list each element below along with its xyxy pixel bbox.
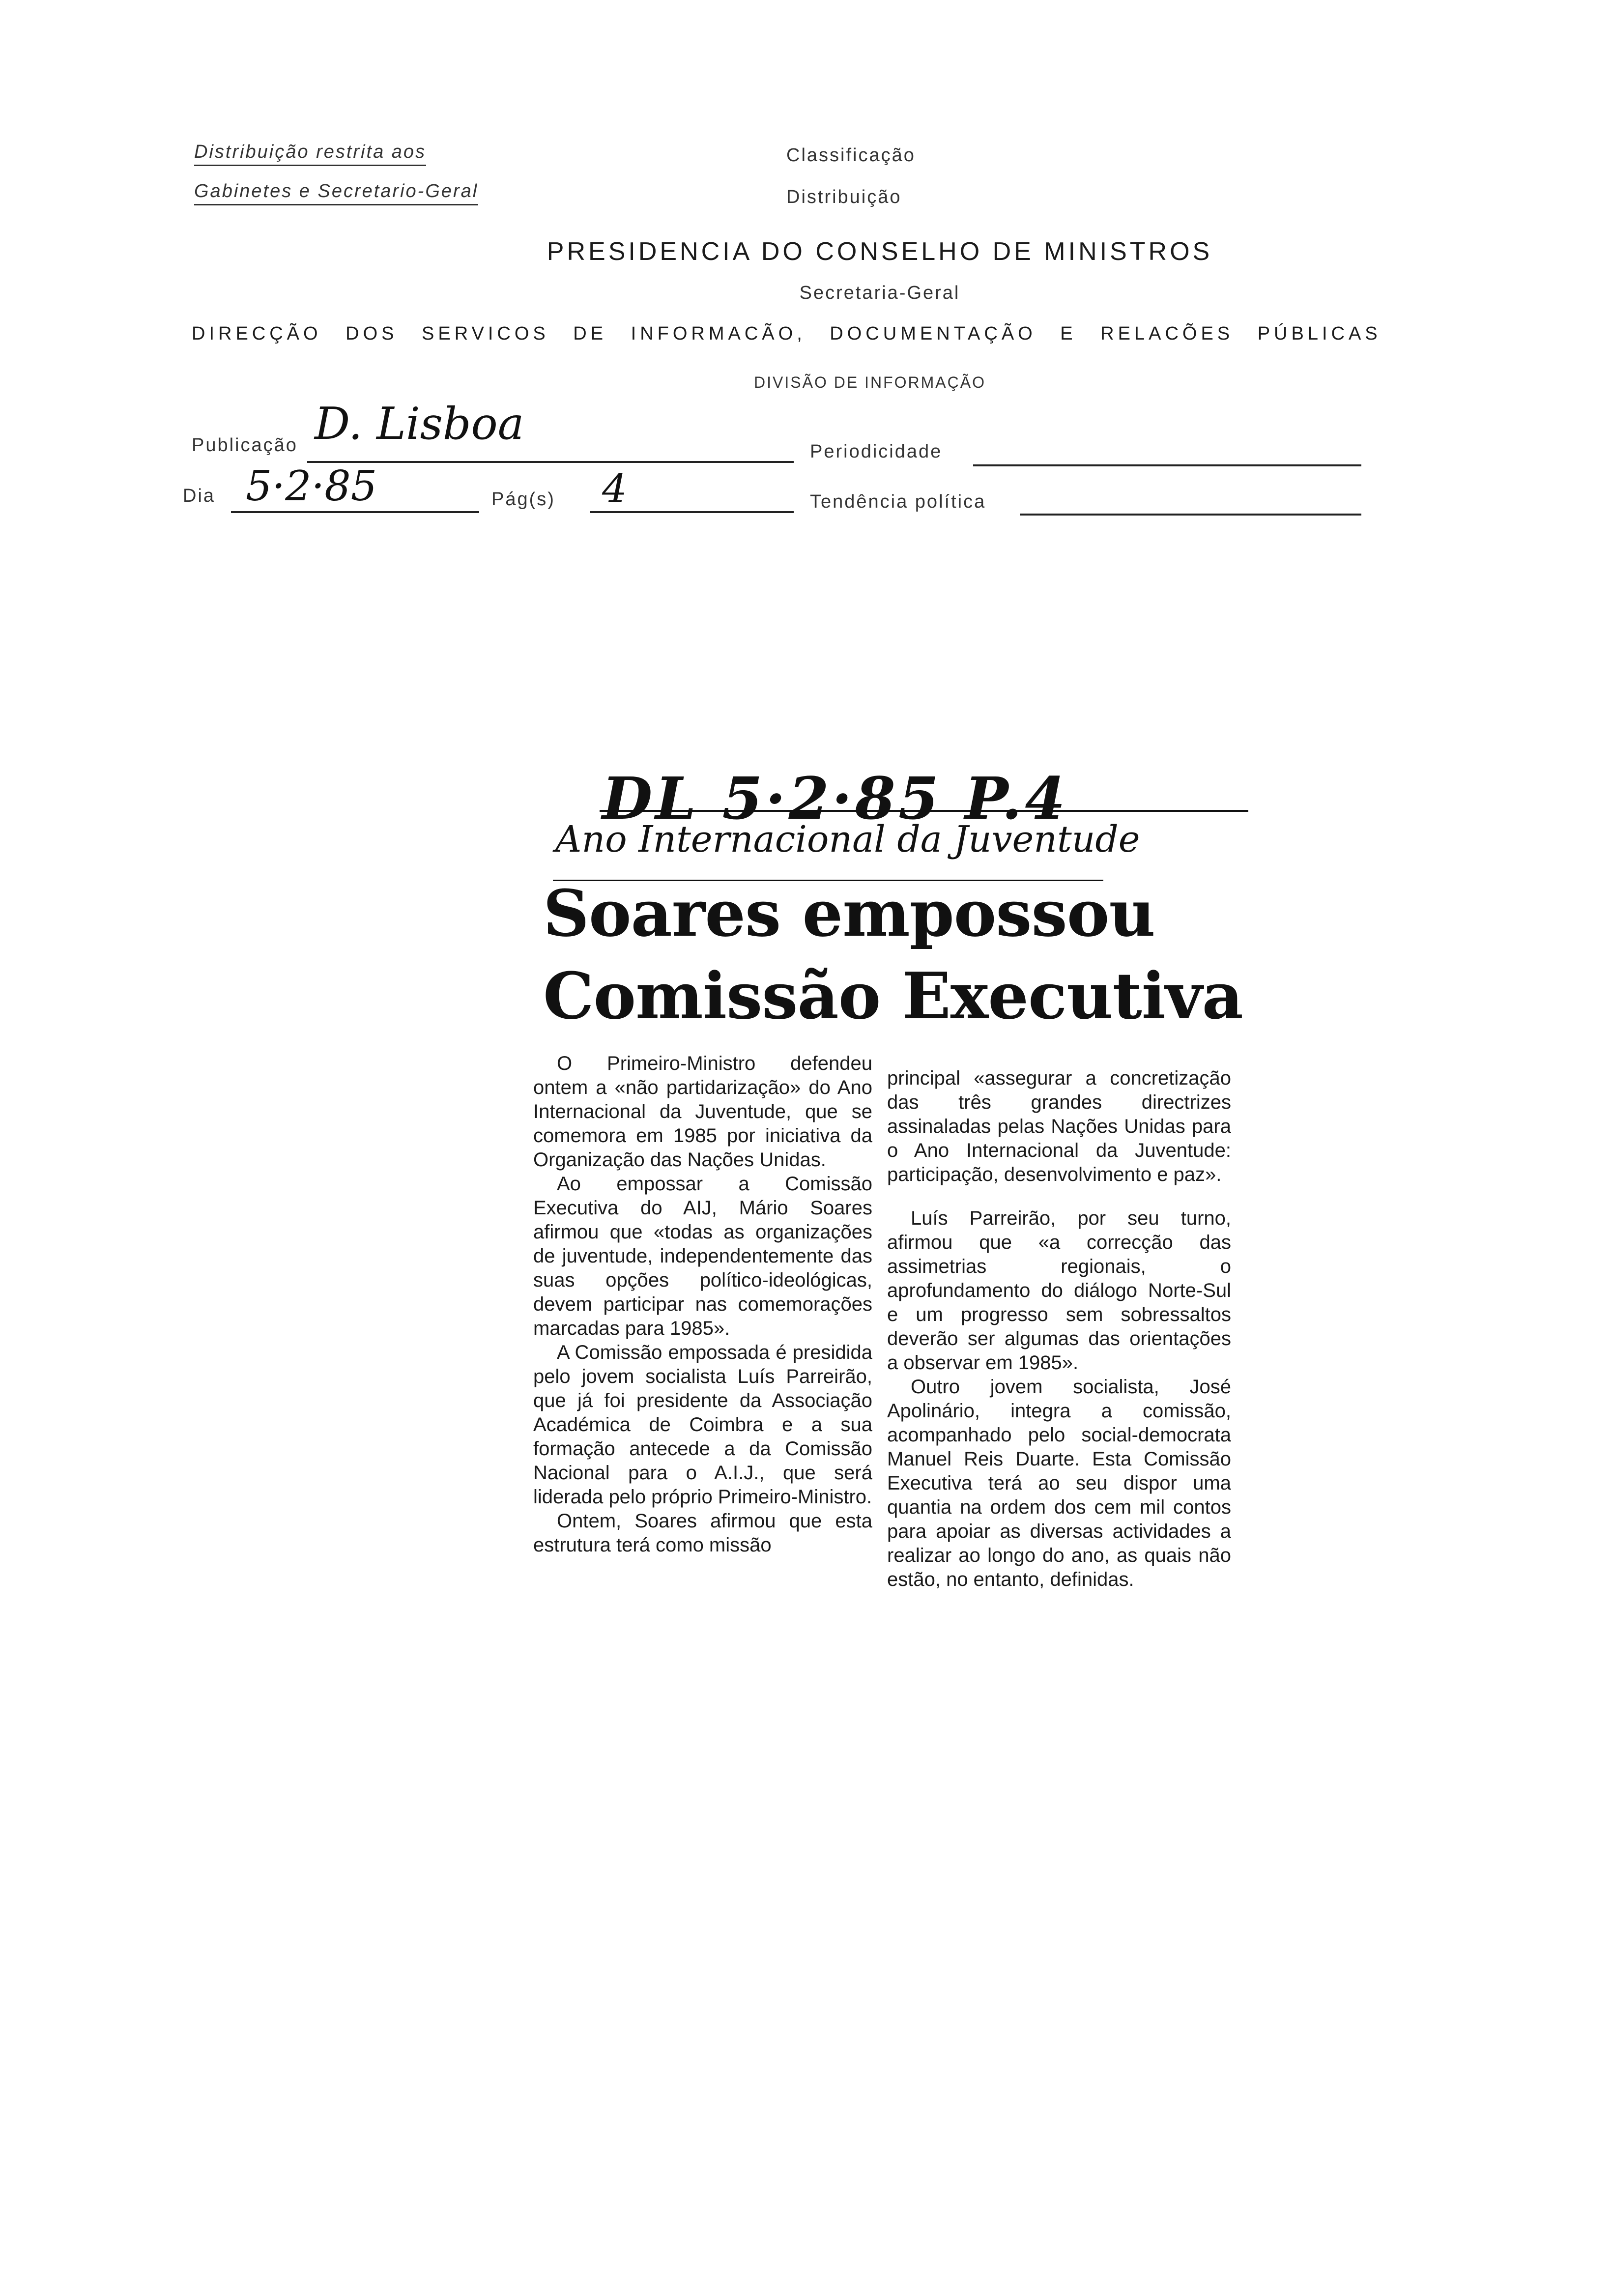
periodicity-line bbox=[973, 464, 1361, 466]
pages-label: Pág(s) bbox=[491, 489, 555, 510]
distribution-label: Distribuição bbox=[786, 187, 902, 207]
publication-label: Publicação bbox=[192, 435, 298, 456]
pages-line bbox=[590, 511, 794, 513]
periodicity-label: Periodicidade bbox=[810, 441, 943, 462]
article-paragraph: Luís Parreirão, por seu turno, afirmou que «a correcção das assimetrias regionais, o aprofundamento do diálogo Norte-Sul e um progresso sem sobressaltos deverão ser algumas das orientações a observar em 1985». bbox=[887, 1207, 1231, 1374]
article-column-1 bbox=[533, 1052, 872, 1557]
article-paragraph: A Comissão empossada é presidida pelo jovem socialista Luís Parreirão, que já foi presidente da Associação Académica de Coimbra e a sua formação antecede a da Comissão Nacional para o A.I.J., que será liderada pelo próprio Primeiro-Ministro. bbox=[533, 1342, 872, 1508]
secretariat-label: Secretaria-Geral bbox=[799, 283, 960, 303]
division-label: DIVISÃO DE INFORMAÇÃO bbox=[754, 373, 986, 391]
day-line bbox=[231, 511, 479, 513]
article-paragraph: Ontem, Soares afirmou que esta estrutura terá como missão bbox=[533, 1510, 872, 1556]
classification-label: Classificação bbox=[786, 145, 916, 166]
distribution-note-line2: Gabinetes e Secretario-Geral bbox=[194, 181, 478, 205]
publication-line bbox=[307, 461, 794, 463]
distribution-note-line1: Distribuição restrita aos bbox=[194, 142, 426, 166]
headline-line1: Soares empossou bbox=[543, 876, 1155, 951]
article-paragraph: Outro jovem socialista, José Apolinário, integra a comissão, acompanhado pelo social-democrata Manuel Reis Duarte. Esta Comissão Executiva terá ao seu dispor uma quantia na ordem dos cem mil contos para apoiar as diversas actividades a realizar ao longo do ano, as quais não estão, no entanto, definidas. bbox=[887, 1376, 1231, 1590]
institution-title: PRESIDENCIA DO CONSELHO DE MINISTROS bbox=[547, 237, 1213, 266]
article-paragraph: principal «assegurar a concretização das três grandes directrizes assinaladas pelas Nações Unidas para o Ano Internacional da Juventude: participação, desenvolvimento e paz». bbox=[887, 1067, 1231, 1185]
article-paragraph: Ao empossar a Comissão Executiva do AIJ, Mário Soares afirmou que «todas as organizações de juventude, independentemente das suas opções político-ideológicas, devem participar nas comemorações marcadas para 1985». bbox=[533, 1173, 872, 1339]
pages-value: 4 bbox=[602, 466, 627, 512]
clipping-kicker: Ano Internacional da Juventude bbox=[555, 818, 1140, 861]
publication-value: D. Lisboa bbox=[315, 398, 524, 450]
day-label: Dia bbox=[183, 486, 216, 506]
headline-line2: Comissão Executiva bbox=[543, 958, 1243, 1033]
tendency-line bbox=[1020, 514, 1361, 516]
day-value: 5·2·85 bbox=[246, 462, 377, 510]
handwritten-reference: DL 5·2·85 P.4 bbox=[602, 764, 1068, 832]
directorate-label: DIRECÇÃO DOS SERVICOS DE INFORMACÃO, DOCUMENTAÇÃO E RELACÕES PÚBLICAS bbox=[192, 323, 1382, 344]
article-paragraph: O Primeiro-Ministro defendeu ontem a «não partidarização» do Ano Internacional da Juventude, que se comemora em 1985 por iniciativa da Organização das Nações Unidas. bbox=[533, 1053, 872, 1171]
tendency-label: Tendência política bbox=[810, 491, 986, 512]
article-column-2 bbox=[887, 1066, 1231, 1592]
clipping-top-rule bbox=[600, 810, 1248, 812]
